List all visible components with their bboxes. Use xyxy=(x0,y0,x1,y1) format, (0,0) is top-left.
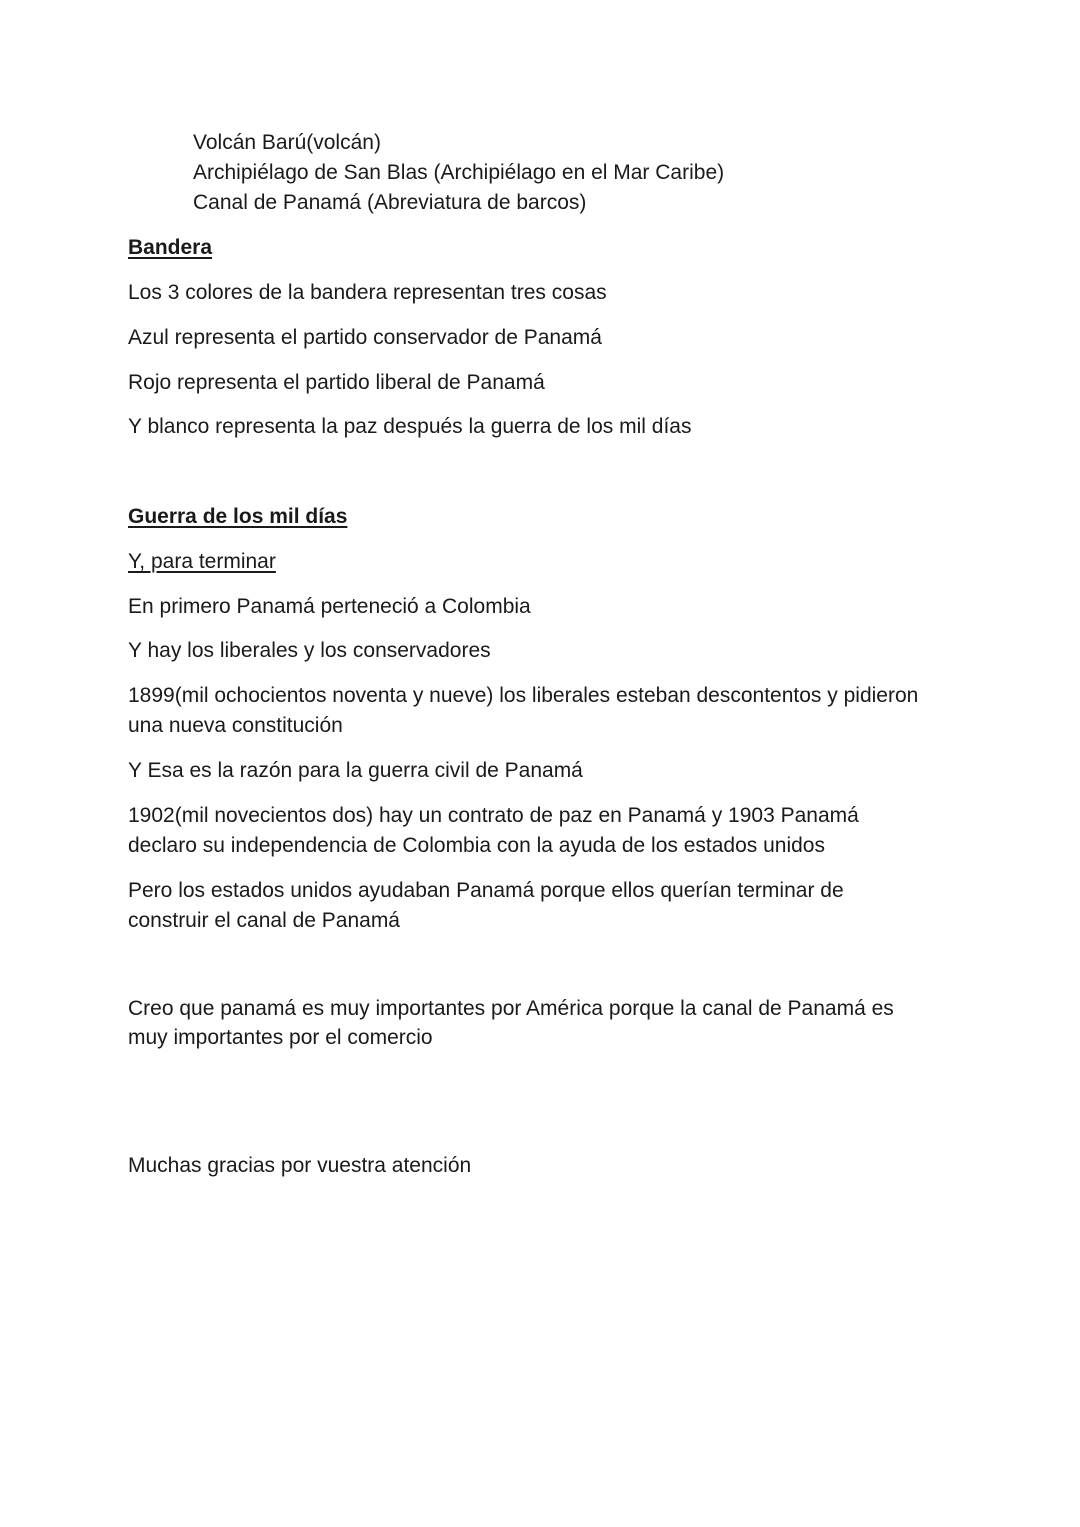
bandera-line: Rojo representa el partido liberal de Panamá xyxy=(128,371,545,394)
guerra-line: 1899(mil ochocientos noventa y nueve) los liberales esteban descontentos y pidieron xyxy=(128,684,919,707)
bandera-line: Los 3 colores de la bandera representan tres cosas xyxy=(128,281,607,304)
guerra-subheading: Y, para terminar xyxy=(128,550,276,573)
place-item: Canal de Panamá (Abreviatura de barcos) xyxy=(193,191,587,214)
place-item: Volcán Barú(volcán) xyxy=(193,131,381,154)
guerra-line: Y Esa es la razón para la guerra civil de Panamá xyxy=(128,759,583,782)
guerra-line: En primero Panamá perteneció a Colombia xyxy=(128,595,531,618)
guerra-line: Y hay los liberales y los conservadores xyxy=(128,639,491,662)
guerra-line: una nueva constitución xyxy=(128,714,343,737)
conclusion-line: Creo que panamá es muy importantes por América porque la canal de Panamá es xyxy=(128,997,894,1020)
guerra-line: 1902(mil novecientos dos) hay un contrato de paz en Panamá y 1903 Panamá xyxy=(128,804,859,827)
closing-line: Muchas gracias por vuestra atención xyxy=(128,1154,472,1177)
guerra-line: Pero los estados unidos ayudaban Panamá porque ellos querían terminar de xyxy=(128,879,844,902)
bandera-line: Azul representa el partido conservador de Panamá xyxy=(128,326,602,349)
guerra-line: declaro su independencia de Colombia con la ayuda de los estados unidos xyxy=(128,834,825,857)
bandera-heading: Bandera xyxy=(128,236,213,259)
bandera-line: Y blanco representa la paz después la guerra de los mil días xyxy=(128,415,692,438)
conclusion-line: muy importantes por el comercio xyxy=(128,1026,433,1049)
guerra-heading: Guerra de los mil días xyxy=(128,505,348,528)
place-item: Archipiélago de San Blas (Archipiélago en el Mar Caribe) xyxy=(193,161,725,184)
guerra-line: construir el canal de Panamá xyxy=(128,909,400,932)
